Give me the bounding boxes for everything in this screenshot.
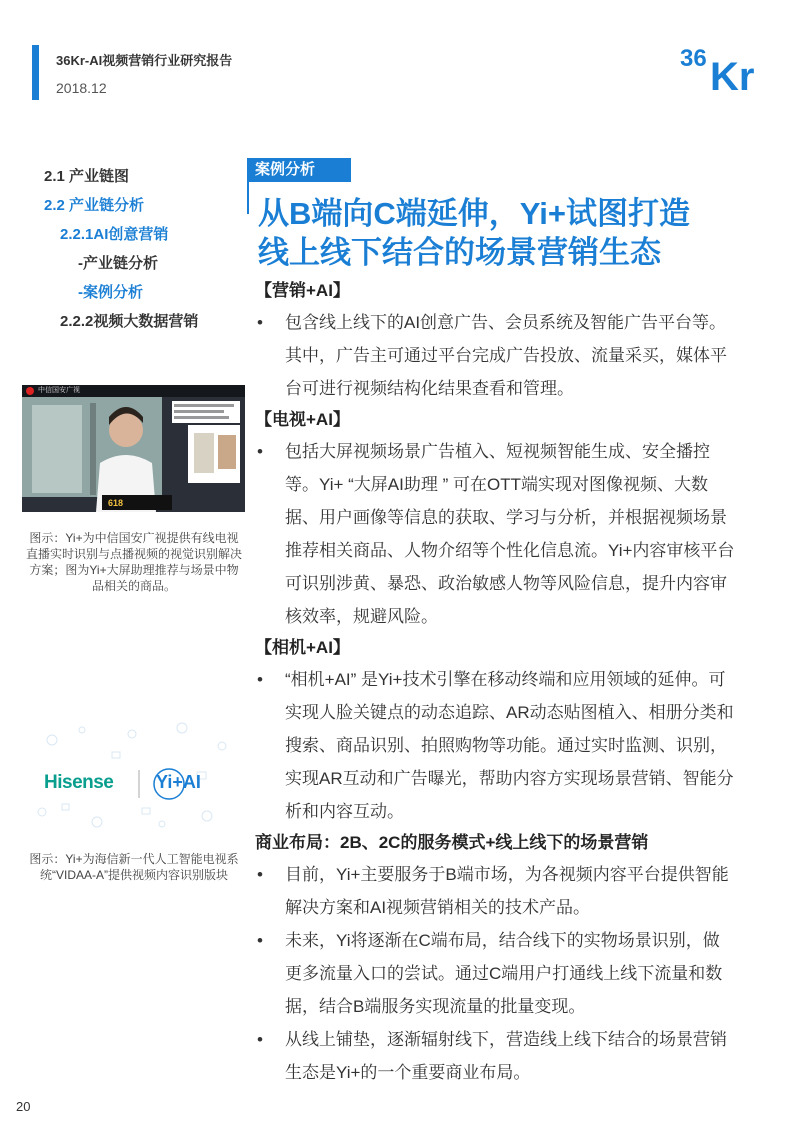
- hisense-logo: Hisense: [44, 772, 114, 793]
- report-date: 2018.12: [56, 80, 107, 96]
- bullet-paragraph: [255, 924, 735, 1023]
- bullet-dot: •: [257, 442, 263, 461]
- svg-text:618: 618: [108, 498, 124, 508]
- nav-item-chain-analysis[interactable]: 2.2 产业链分析: [44, 197, 145, 214]
- svg-text:36: 36: [680, 45, 707, 72]
- paragraph-text: 包含线上线下的AI创意广告、会员系统及智能广告平台等。其中，广告主可通过平台完成广告投放、流量采买，媒体平台可进行视频结构化结果查看和管理。: [285, 313, 727, 398]
- headline-line-2: 线上线下结合的场景营销生态: [258, 235, 661, 270]
- report-title: 36Kr-AI视频营销行业研究报告: [56, 53, 233, 68]
- bullet-dot: •: [257, 670, 263, 689]
- nav-item-industry-chart[interactable]: 2.1 产业链图: [44, 168, 130, 185]
- tv-screenshot-figure: [22, 385, 245, 512]
- paragraph-text: 从线上铺垫，逐渐辐射线下，营造线上线下结合的场景营销生态是Yi+的一个重要商业布局。: [285, 1030, 727, 1082]
- hisense-yiai-logo-figure: [22, 712, 245, 844]
- nav-item-ai-creative[interactable]: 2.2.1AI创意营销: [60, 226, 169, 243]
- headline-accent-line: [247, 182, 249, 214]
- bullet-dot: •: [257, 865, 263, 884]
- nav-item-chain-sub[interactable]: -产业链分析: [78, 255, 158, 272]
- tv-channel-logo: 中信国安广视: [38, 387, 80, 394]
- article-body: [255, 276, 735, 1089]
- figure1-caption: 图示：Yi+为中信国安广视提供有线电视直播实时识别与点播视频的视觉识别解决方案；图为Yi+大屏助理推荐与场景中物品相关的商品。: [25, 531, 242, 593]
- section-nav: [44, 162, 198, 336]
- paragraph-text: “相机+AI” 是Yi+技术引擎在移动终端和应用领域的延伸。可实现人脸关键点的动态追踪、AR动态贴图植入、相册分类和搜索、商品识别、拍照购物等功能。通过实时监测、识别，实现AR互动和广告曝光，帮助内容方实现场景营销、智能分析和内容互动。: [285, 670, 734, 821]
- nav-item-case-analysis[interactable]: -案例分析: [78, 284, 143, 301]
- bullet-paragraph: [255, 435, 735, 633]
- paragraph-text: 未来，Yi将逐渐在C端布局，结合线下的实物场景识别，做更多流量入口的尝试。通过C端用户打通线上线下流量和数据，结合B端服务实现流量的批量变现。: [285, 931, 723, 1016]
- paragraph-text: 目前，Yi+主要服务于B端市场，为各视频内容平台提供智能解决方案和AI视频营销相关的技术产品。: [285, 865, 729, 917]
- section-heading-marketing-ai: 【营销+AI】: [255, 281, 350, 300]
- svg-text:Kr: Kr: [710, 55, 755, 94]
- headline-line-1: 从B端向C端延伸，Yi+试图打造: [258, 196, 691, 231]
- figure2-caption: 图示：Yi+为海信新一代人工智能电视系统“VIDAA-A”提供视频内容识别版块: [29, 852, 239, 882]
- 36kr-logo: [678, 42, 768, 94]
- bullet-paragraph: [255, 663, 735, 828]
- bullet-paragraph: [255, 1023, 735, 1089]
- section-heading-tv-ai: 【电视+AI】: [255, 410, 350, 429]
- paragraph-text: 包括大屏视频场景广告植入、短视频智能生成、安全播控等。Yi+ “大屏AI助理 ” 可在OTT端实现对图像视频、大数据、用户画像等信息的获取、学习与分析，并根据视频场景推荐相关商品、人物介绍等个性化信息流。Yi+内容审核平台可识别涉黄、暴恐、政治敏感人物等风险信息，提升内容审核效率，规避风险。: [285, 442, 735, 626]
- section-heading-business-layout: 商业布局：2B、2C的服务模式+线上线下的场景营销: [255, 833, 649, 852]
- bullet-paragraph: [255, 306, 735, 405]
- case-analysis-tag: 案例分析: [247, 158, 351, 182]
- bullet-dot: •: [257, 313, 263, 332]
- bullet-dot: •: [257, 1030, 263, 1049]
- bullet-dot: •: [257, 931, 263, 950]
- nav-item-video-bigdata[interactable]: 2.2.2视频大数据营销: [60, 313, 199, 330]
- bullet-paragraph: [255, 858, 735, 924]
- yiai-logo: Yi+AI: [156, 772, 201, 792]
- header-accent-bar: [32, 45, 39, 100]
- section-heading-camera-ai: 【相机+AI】: [255, 638, 350, 657]
- page-number: 20: [16, 1099, 31, 1114]
